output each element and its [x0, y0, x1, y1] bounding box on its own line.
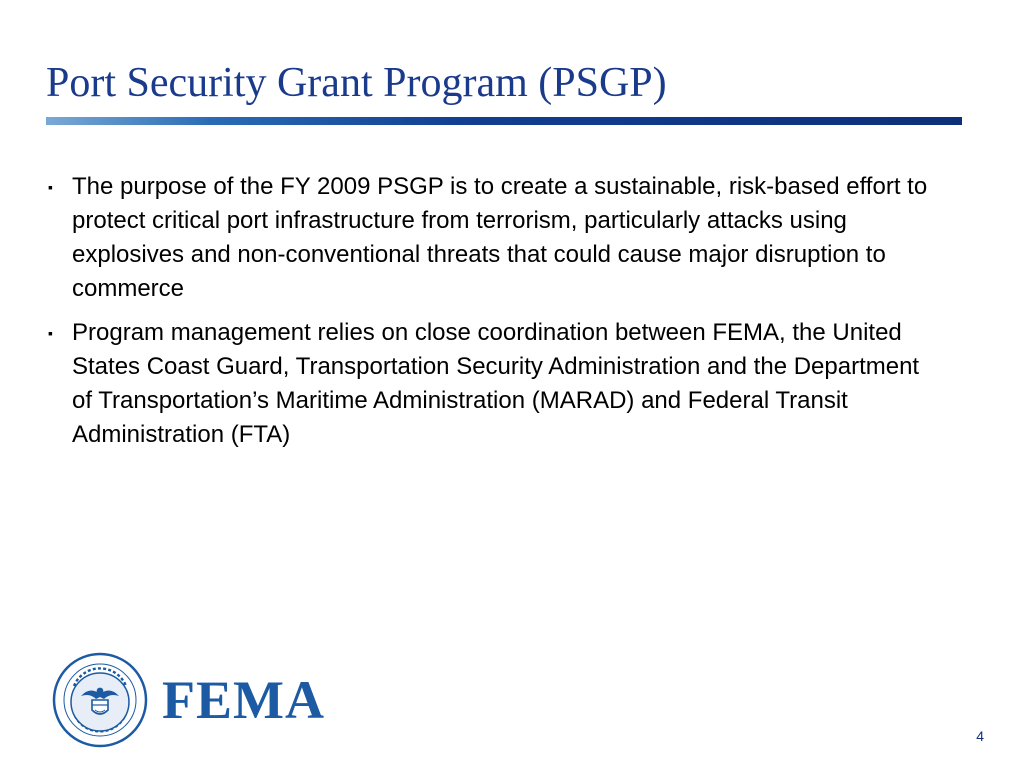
- page-number: 4: [976, 728, 984, 744]
- bullet-text: The purpose of the FY 2009 PSGP is to create a sustainable, risk-based effort to protect critical port infrastructure from terrorism, particularly attacks using explosives and non-conventional threats that could cause major disruption to commerce: [72, 173, 928, 302]
- square-bullet-icon: ▪: [48, 325, 53, 341]
- bullet-list: [48, 170, 928, 462]
- fema-logo: [52, 652, 332, 748]
- bullet-item: [48, 170, 928, 306]
- fema-wordmark: FEMA: [162, 670, 325, 730]
- square-bullet-icon: ▪: [48, 179, 53, 195]
- bullet-item: [48, 316, 928, 452]
- dhs-seal-icon: [52, 652, 148, 748]
- bullet-text: Program management relies on close coordination between FEMA, the United States Coast Guard, Transportation Security Administration and the Department of Transportation’s Maritime Administration (MARAD) and Federal Transit Administration (FTA): [72, 319, 920, 448]
- title-divider: [46, 117, 962, 125]
- slide-title: Port Security Grant Program (PSGP): [46, 60, 667, 106]
